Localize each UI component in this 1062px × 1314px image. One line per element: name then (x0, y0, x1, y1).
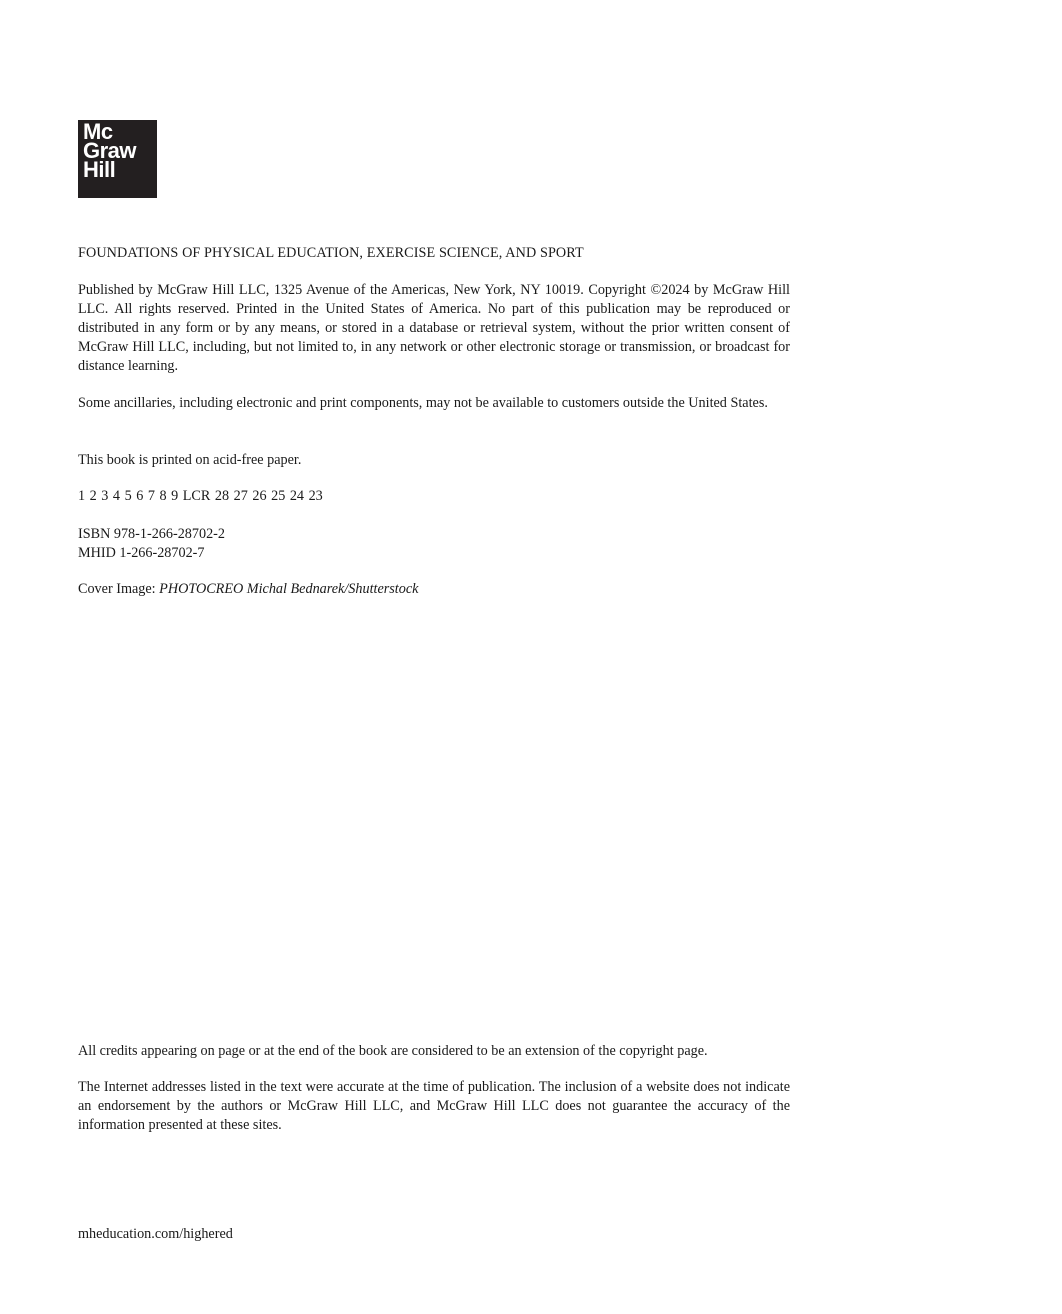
acid-free-note: This book is printed on acid-free paper. (78, 452, 302, 468)
isbn: ISBN 978-1-266-28702-2 (78, 526, 225, 542)
internet-disclaimer (78, 1078, 790, 1135)
logo-line-graw: Graw (83, 138, 137, 163)
cover-image-source: PHOTOCREO Michal Bednarek/Shutterstock (159, 581, 419, 597)
publisher-copyright-text: Published by McGraw Hill LLC, 1325 Avenue of the Americas, New York, NY 10019. Copyright ©2024 by McGraw Hill LLC. All rights reserved. Printed in the United States of America. No part of this publication may be reproduced or distributed in any form or by any means, or stored in a database or retrieval system, without the prior written consent of McGraw Hill LLC, including, but not limited to, in any network or other electronic storage or transmission, or broadcast for distance learning. (78, 282, 790, 374)
cover-image-label: Cover Image: (78, 581, 160, 597)
cover-image-credit (78, 580, 798, 599)
printing-number-line: 1 2 3 4 5 6 7 8 9 LCR 28 27 26 25 24 23 (78, 488, 323, 504)
mhid: MHID 1-266-28702-7 (78, 545, 205, 561)
book-title: FOUNDATIONS OF PHYSICAL EDUCATION, EXERCISE SCIENCE, AND SPORT (78, 245, 584, 261)
mcgraw-hill-logo (78, 120, 157, 198)
ancillaries-paragraph (78, 394, 790, 413)
credits-note: All credits appearing on page or at the end of the book are considered to be an extension of the copyright page. (78, 1043, 708, 1059)
website-url: mheducation.com/highered (78, 1226, 233, 1242)
publisher-copyright-paragraph (78, 281, 790, 376)
ancillaries-text: Some ancillaries, including electronic and print components, may not be available to customers outside the United States. (78, 395, 768, 411)
identifiers (78, 525, 798, 563)
logo-line-mc: Mc (83, 119, 113, 144)
logo-line-hill: Hill (83, 157, 116, 182)
internet-disclaimer-text: The Internet addresses listed in the text were accurate at the time of publication. The inclusion of a website does not indicate an endorsement by the authors or McGraw Hill LLC, and McGraw Hill LLC does not guarantee the accuracy of the information presented at these sites. (78, 1079, 790, 1133)
